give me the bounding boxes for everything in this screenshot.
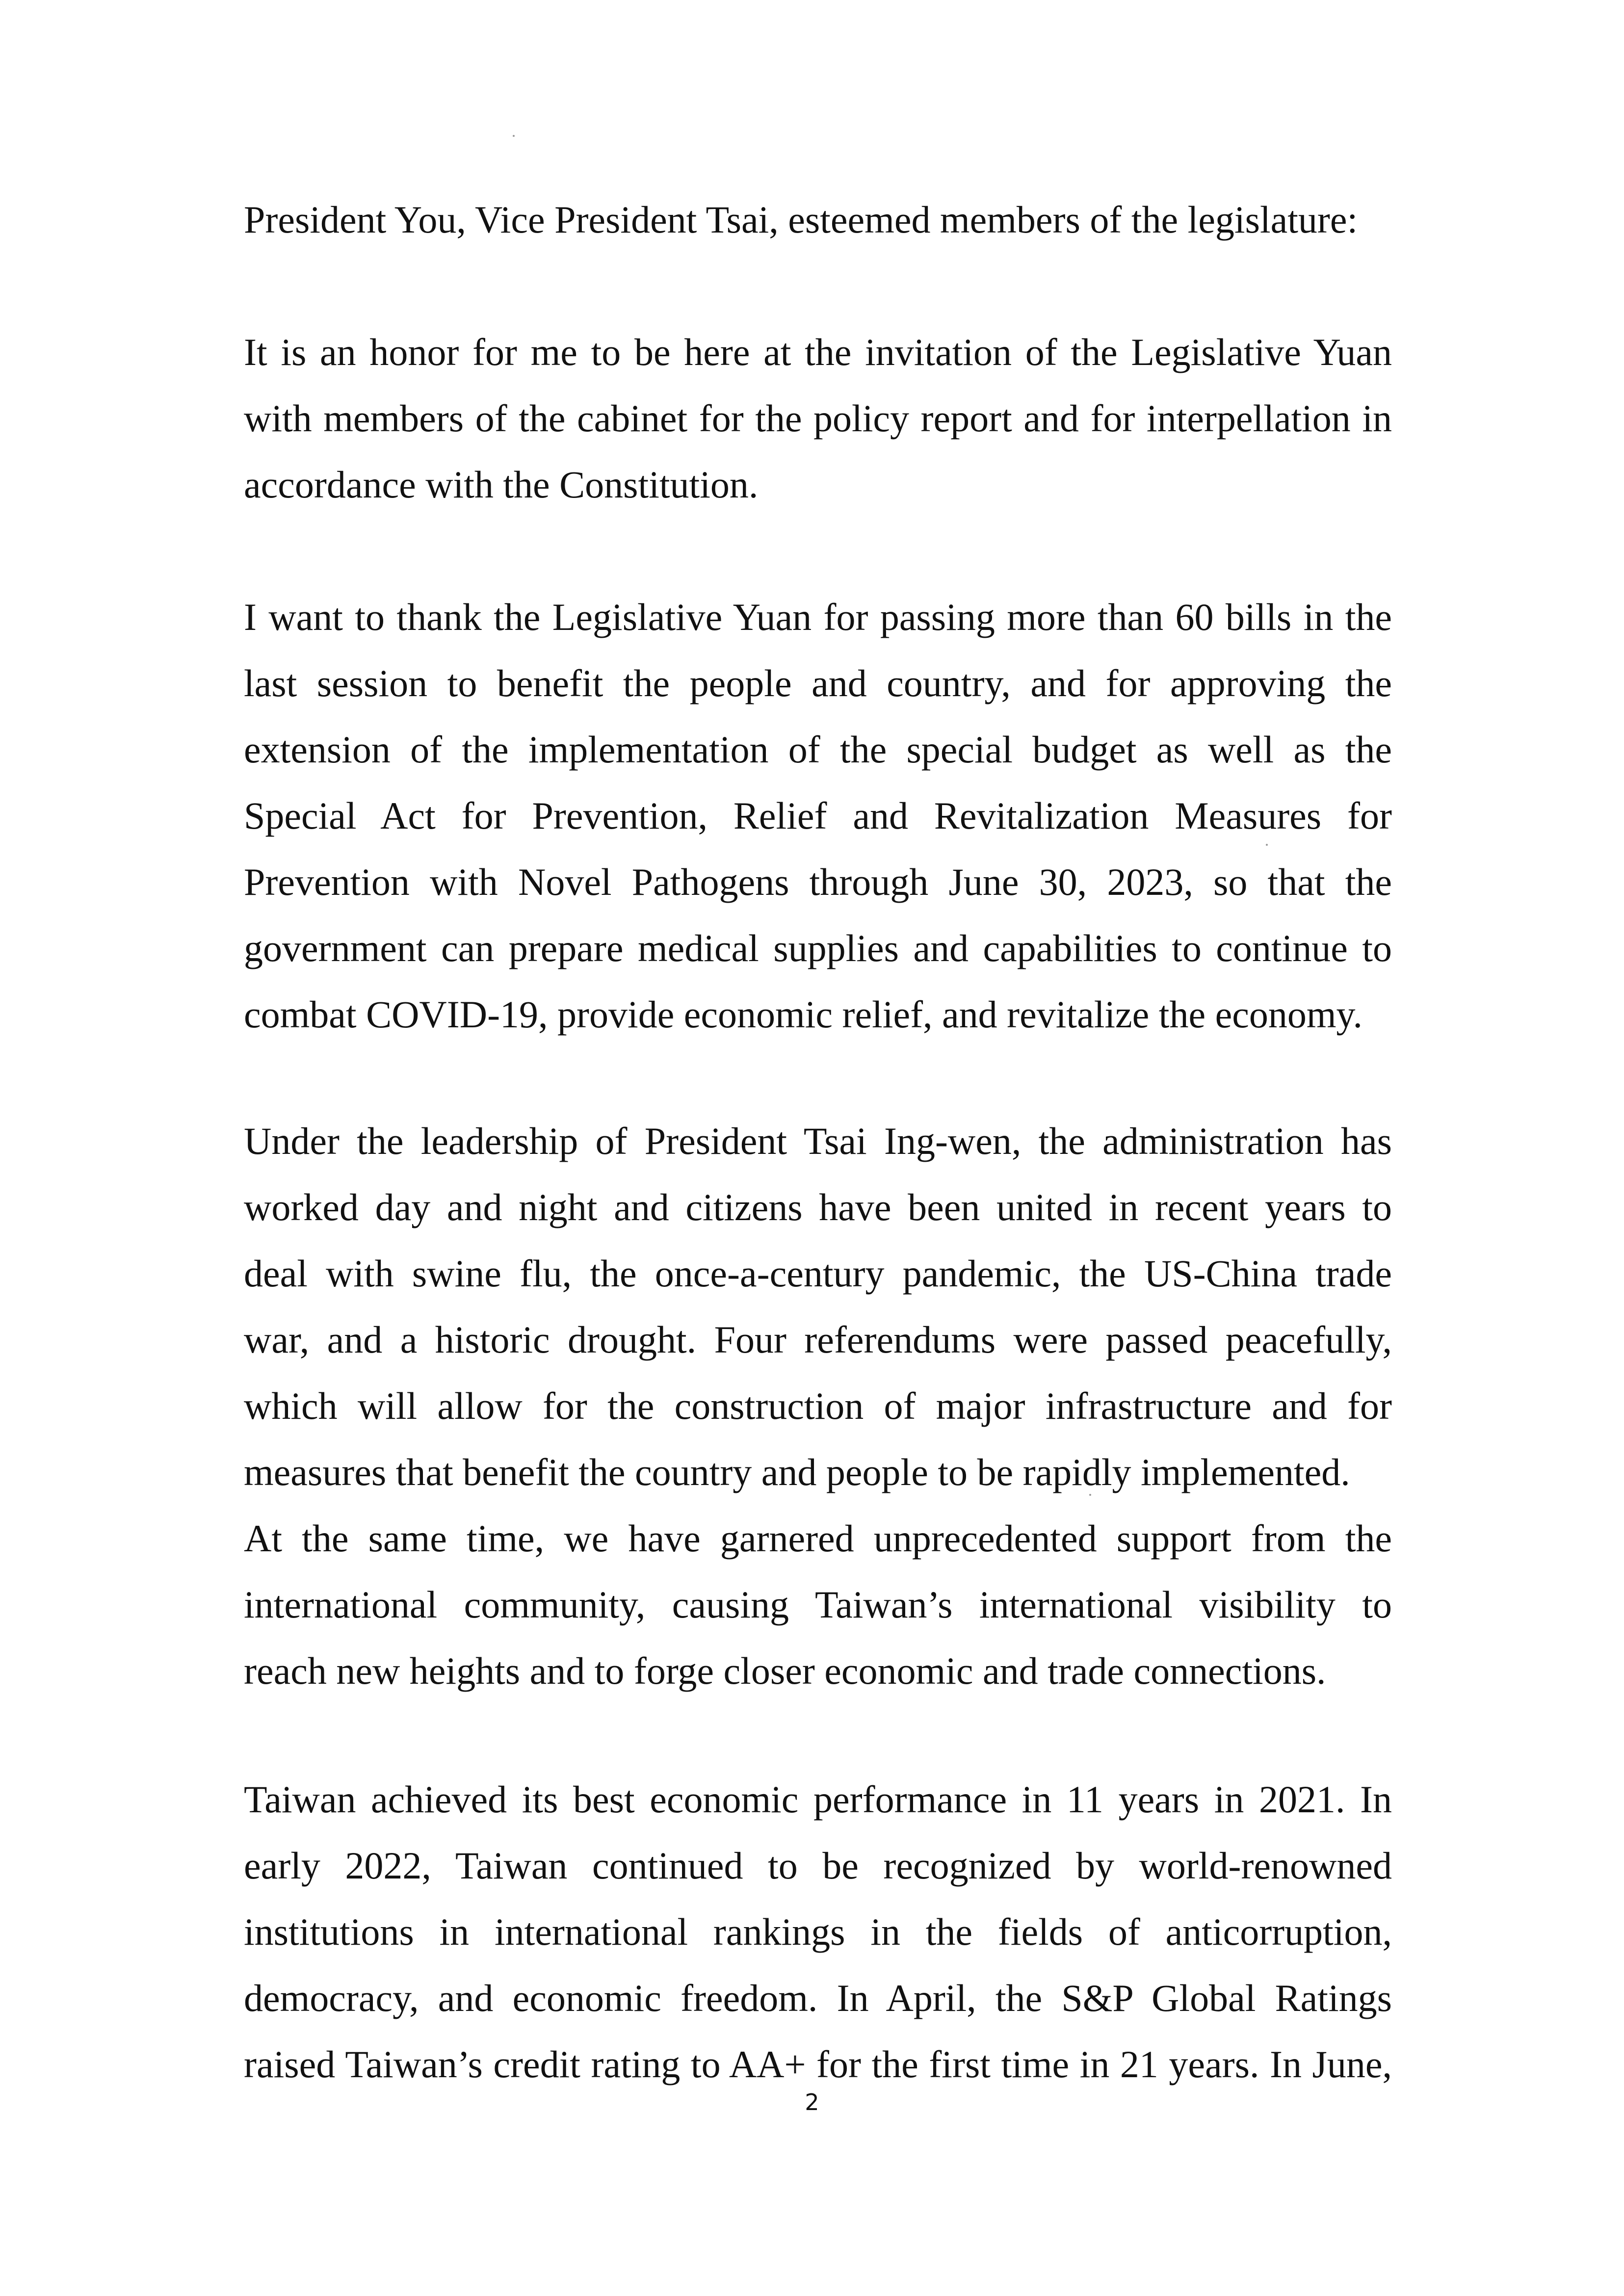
page-number: 2	[805, 2089, 819, 2115]
scan-speck	[1266, 844, 1268, 846]
text-line: with members of the cabinet for the policy report and for interpellation in	[244, 397, 1392, 440]
salutation: President You, Vice President Tsai, esteemed members of the legislature:	[244, 198, 1358, 241]
text-line: accordance with the Constitution.	[244, 463, 759, 506]
paragraph-3	[244, 1108, 1392, 1704]
text-line: deal with swine flu, the once-a-century pandemic, the US-China trade	[244, 1252, 1392, 1295]
text-line: measures that benefit the country and people to be rapidly implemented.	[244, 1451, 1350, 1493]
text-line: early 2022, Taiwan continued to be recognized by world-renowned	[244, 1844, 1392, 1887]
text-line: institutions in international rankings in the fields of anticorruption,	[244, 1910, 1392, 1953]
text-line: which will allow for the construction of major infrastructure and for	[244, 1384, 1392, 1427]
paragraph-4	[244, 1766, 1392, 2097]
text-line: extension of the implementation of the special budget as well as the	[244, 728, 1392, 771]
text-line: international community, causing Taiwan’s international visibility to	[244, 1583, 1392, 1626]
text-line: Prevention with Novel Pathogens through June 30, 2023, so that the	[244, 861, 1392, 903]
paragraph-1	[244, 319, 1392, 518]
text-line: I want to thank the Legislative Yuan for passing more than 60 bills in the	[244, 596, 1392, 638]
paragraph-2	[244, 584, 1392, 1047]
scan-speck	[513, 135, 515, 137]
text-line: worked day and night and citizens have been united in recent years to	[244, 1186, 1392, 1228]
text-line: It is an honor for me to be here at the invitation of the Legislative Yuan	[244, 331, 1392, 373]
text-line: Under the leadership of President Tsai Ing-wen, the administration has	[244, 1120, 1392, 1162]
text-line: At the same time, we have garnered unprecedented support from the	[244, 1517, 1392, 1560]
text-line: reach new heights and to forge closer economic and trade connections.	[244, 1649, 1326, 1692]
text-line: democracy, and economic freedom. In April, the S&P Global Ratings	[244, 1977, 1392, 2019]
text-line: raised Taiwan’s credit rating to AA+ for the first time in 21 years. In June,	[244, 2043, 1392, 2086]
text-line: Taiwan achieved its best economic performance in 11 years in 2021. In	[244, 1778, 1392, 1821]
text-line: government can prepare medical supplies and capabilities to continue to	[244, 927, 1392, 969]
text-line: war, and a historic drought. Four referendums were passed peacefully,	[244, 1318, 1392, 1361]
text-line: last session to benefit the people and country, and for approving the	[244, 662, 1392, 704]
text-line: combat COVID-19, provide economic relief, and revitalize the economy.	[244, 993, 1362, 1036]
scan-speck	[1089, 1494, 1091, 1496]
text-line: Special Act for Prevention, Relief and Revitalization Measures for	[244, 794, 1392, 837]
